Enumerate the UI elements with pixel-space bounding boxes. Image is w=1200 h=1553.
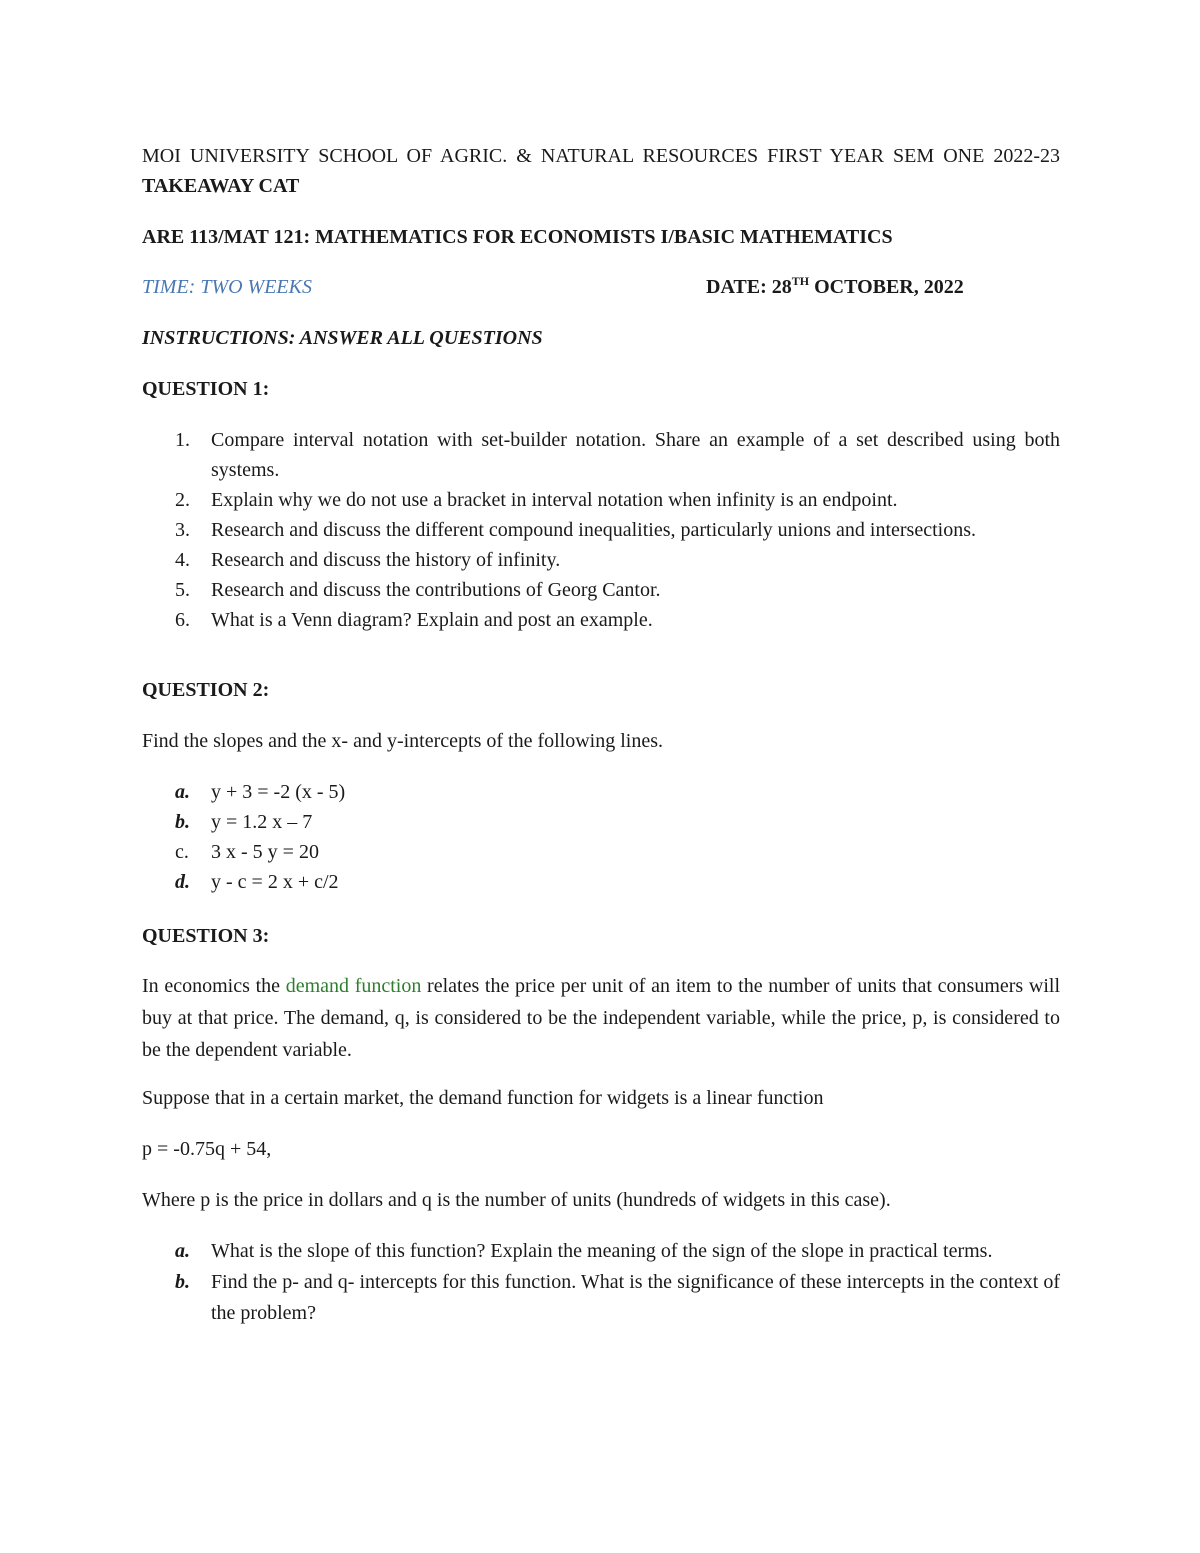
paragraph-text: relates the price per unit of an item to the number of units that consumers will buy at that price. The demand, q, is considered to be the independent variable, while the price, p, is considered to be the dependent variable. bbox=[142, 975, 1061, 1061]
list-marker: 5. bbox=[175, 579, 190, 601]
question-2-intro: Find the slopes and the x- and y-intercepts of the following lines. bbox=[142, 730, 664, 752]
list-item-text: Find the p- and q- intercepts for this function. What is the significance of these intercepts in the context of the problem? bbox=[211, 1271, 1060, 1324]
list-marker: 3. bbox=[175, 519, 190, 541]
question-3-paragraph-2: Suppose that in a certain market, the demand function for widgets is a linear function bbox=[142, 1087, 824, 1109]
list-item bbox=[142, 1236, 1060, 1267]
date-suffix: OCTOBER, 2022 bbox=[809, 276, 964, 298]
question-1-title: QUESTION 1: bbox=[142, 378, 270, 400]
date-prefix: DATE: 28 bbox=[706, 276, 792, 298]
header-title-text: MOI UNIVERSITY SCHOOL OF AGRIC. & NATURAL RESOURCES FIRST YEAR SEM ONE 2022-23 bbox=[142, 145, 1060, 167]
list-item-text: What is the slope of this function? Explain the meaning of the sign of the slope in practical terms. bbox=[211, 1240, 993, 1262]
list-item bbox=[142, 777, 1060, 807]
question-3-list bbox=[142, 1236, 1060, 1329]
date-superscript: TH bbox=[791, 274, 810, 288]
list-marker: b. bbox=[175, 811, 190, 833]
list-marker: a. bbox=[175, 781, 190, 803]
date-label bbox=[706, 272, 964, 302]
list-item bbox=[142, 605, 1060, 635]
list-item-text: Research and discuss the history of infinity. bbox=[211, 549, 561, 571]
list-item bbox=[142, 807, 1060, 837]
question-3-title: QUESTION 3: bbox=[142, 925, 270, 947]
question-2-list bbox=[142, 777, 1060, 897]
list-item bbox=[142, 837, 1060, 867]
list-item bbox=[142, 867, 1060, 897]
list-item bbox=[142, 1267, 1060, 1329]
list-marker: 1. bbox=[175, 429, 190, 451]
list-item-text: Explain why we do not use a bracket in interval notation when infinity is an endpoint. bbox=[211, 489, 898, 511]
question-2-title: QUESTION 2: bbox=[142, 679, 270, 701]
demand-equation: p = -0.75q + 54, bbox=[142, 1138, 272, 1160]
list-item-text: Research and discuss the different compound inequalities, particularly unions and intersections. bbox=[211, 519, 976, 541]
list-item-text: y = 1.2 x – 7 bbox=[211, 811, 313, 833]
paragraph-text: In economics the bbox=[142, 975, 286, 997]
list-item bbox=[142, 425, 1060, 485]
list-marker: b. bbox=[175, 1271, 190, 1293]
list-item-text: Compare interval notation with set-builder notation. Share an example of a set described using both systems. bbox=[211, 429, 1060, 481]
list-item bbox=[142, 485, 1060, 515]
list-item bbox=[142, 515, 1060, 545]
question-1-list bbox=[142, 425, 1060, 635]
list-item-text: 3 x - 5 y = 20 bbox=[211, 841, 319, 863]
demand-function-link[interactable]: demand function bbox=[285, 975, 422, 997]
list-marker: a. bbox=[175, 1240, 190, 1262]
list-marker: 2. bbox=[175, 489, 190, 511]
header-title bbox=[142, 141, 1060, 201]
question-3-paragraph-1 bbox=[142, 970, 1060, 1066]
question-3-paragraph-3: Where p is the price in dollars and q is the number of units (hundreds of widgets in this case). bbox=[142, 1189, 891, 1211]
list-item-text: y - c = 2 x + c/2 bbox=[211, 871, 339, 893]
list-item bbox=[142, 575, 1060, 605]
list-item-text: Research and discuss the contributions of Georg Cantor. bbox=[211, 579, 661, 601]
takeaway-cat-label: TAKEAWAY CAT bbox=[142, 175, 300, 197]
list-marker: 6. bbox=[175, 609, 190, 631]
list-marker: d. bbox=[175, 871, 190, 893]
course-title: ARE 113/MAT 121: MATHEMATICS FOR ECONOMISTS I/BASIC MATHEMATICS bbox=[142, 226, 893, 248]
instructions: INSTRUCTIONS: ANSWER ALL QUESTIONS bbox=[142, 327, 543, 349]
time-label: TIME: TWO WEEKS bbox=[142, 276, 312, 298]
list-marker: c. bbox=[175, 841, 189, 863]
list-item-text: y + 3 = -2 (x - 5) bbox=[211, 781, 346, 803]
list-marker: 4. bbox=[175, 549, 190, 571]
list-item bbox=[142, 545, 1060, 575]
list-item-text: What is a Venn diagram? Explain and post an example. bbox=[211, 609, 653, 631]
